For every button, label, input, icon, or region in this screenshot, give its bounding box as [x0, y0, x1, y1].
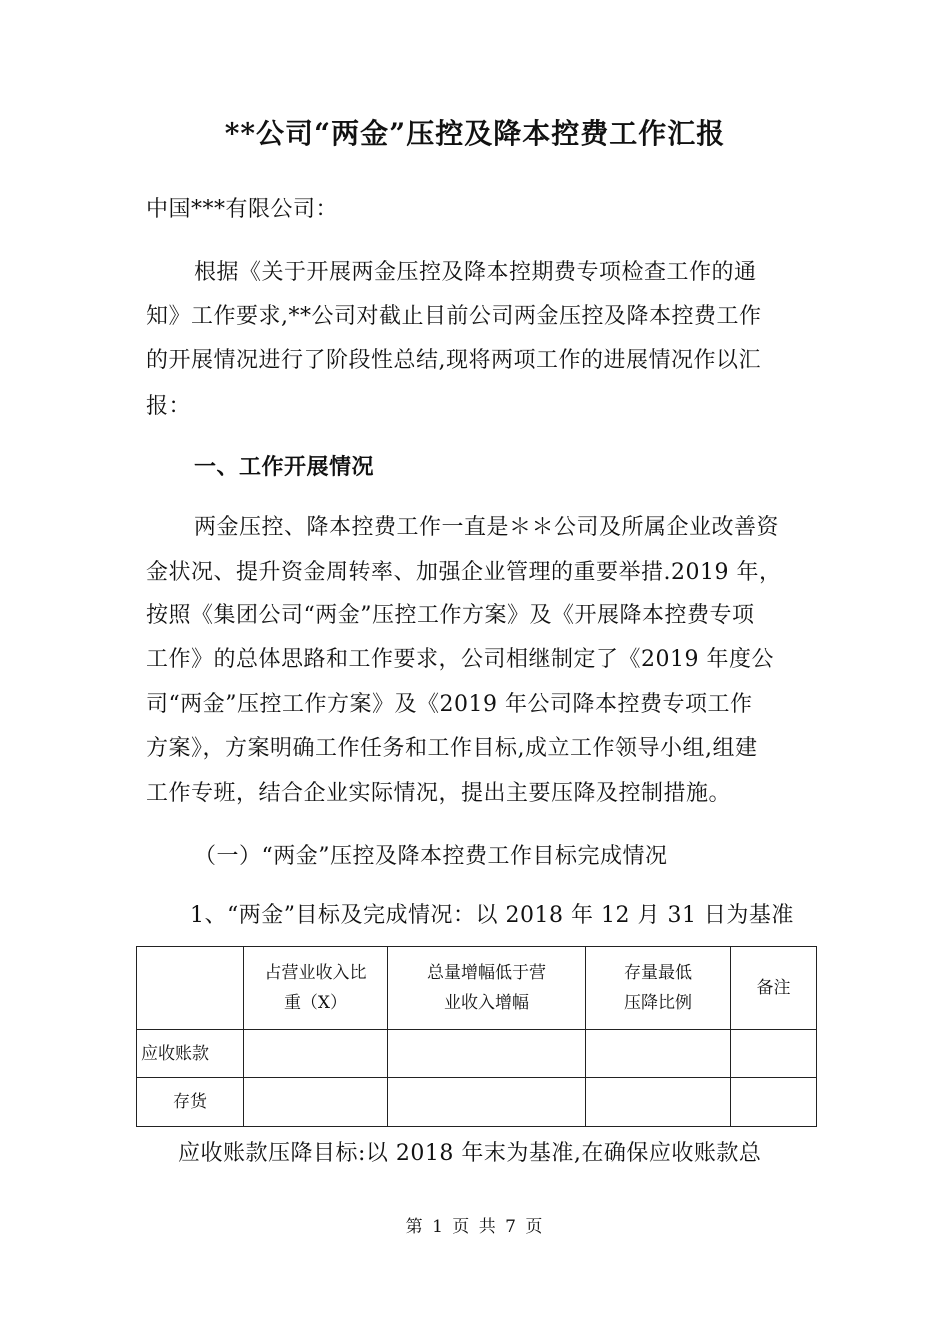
subsection-heading: （一）“两金”压控及降本控费工作目标完成情况 — [194, 844, 668, 869]
after-table-line: 应收账款压降目标:以 2018 年末为基准,在确保应收账款总 — [178, 1141, 762, 1166]
table-row — [137, 1030, 817, 1078]
table-cell — [731, 1078, 817, 1127]
body-line-5: 司“两金”压控工作方案》及《2019 年公司降本控费专项工作 — [146, 692, 753, 717]
table-cell — [388, 1030, 586, 1078]
table-header-cell — [137, 947, 244, 1030]
table-header-cell: 存量最低 压降比例 — [586, 947, 731, 1030]
body-line-1: 两金压控、降本控费工作一直是＊＊公司及所属企业改善资 — [194, 515, 780, 540]
table-cell — [244, 1030, 388, 1078]
body-line-2: 金状况、提升资金周转率、加强企业管理的重要举措.2019 年， — [146, 560, 782, 585]
table-cell — [731, 1030, 817, 1078]
salutation: 中国***有限公司： — [146, 197, 339, 222]
table-header-row — [137, 947, 817, 1030]
row-label-inventory: 存货 — [137, 1078, 244, 1127]
body-line-4: 工作》的总体思路和工作要求，公司相继制定了《2019 年度公 — [146, 647, 774, 672]
section-heading: 一、工作开展情况 — [194, 454, 375, 480]
table-header-cell: 占营业收入比 重（X） — [244, 947, 388, 1030]
table-header-cell: 备注 — [731, 947, 817, 1030]
body-line-7: 工作专班，结合企业实际情况，提出主要压降及控制措施。 — [146, 781, 732, 806]
page-footer: 第 1 页 共 7 页 — [405, 1217, 545, 1237]
intro-line-1: 根据《关于开展两金压控及降本控期费专项检查工作的通 — [194, 260, 757, 285]
body-line-6: 方案》，方案明确工作任务和工作目标,成立工作领导小组,组建 — [146, 736, 758, 761]
item-heading: 1、“两金”目标及完成情况：以 2018 年 12 月 31 日为基准 — [190, 903, 794, 928]
table-row — [137, 1078, 817, 1127]
document-title: **公司“两金”压控及降本控费工作汇报 — [224, 117, 726, 150]
table-cell — [586, 1030, 731, 1078]
targets-table — [136, 946, 817, 1127]
table-header-cell: 总量增幅低于营 业收入增幅 — [388, 947, 586, 1030]
intro-line-3: 的开展情况进行了阶段性总结,现将两项工作的进展情况作以汇 — [146, 348, 761, 373]
table-cell — [586, 1078, 731, 1127]
table-cell — [388, 1078, 586, 1127]
intro-line-2: 知》工作要求,**公司对截止目前公司两金压控及降本控费工作 — [146, 304, 762, 329]
body-line-3: 按照《集团公司“两金”压控工作方案》及《开展降本控费专项 — [146, 603, 755, 628]
intro-line-4: 报： — [146, 394, 192, 419]
row-label-receivables: 应收账款 — [137, 1030, 244, 1078]
table-cell — [244, 1078, 388, 1127]
